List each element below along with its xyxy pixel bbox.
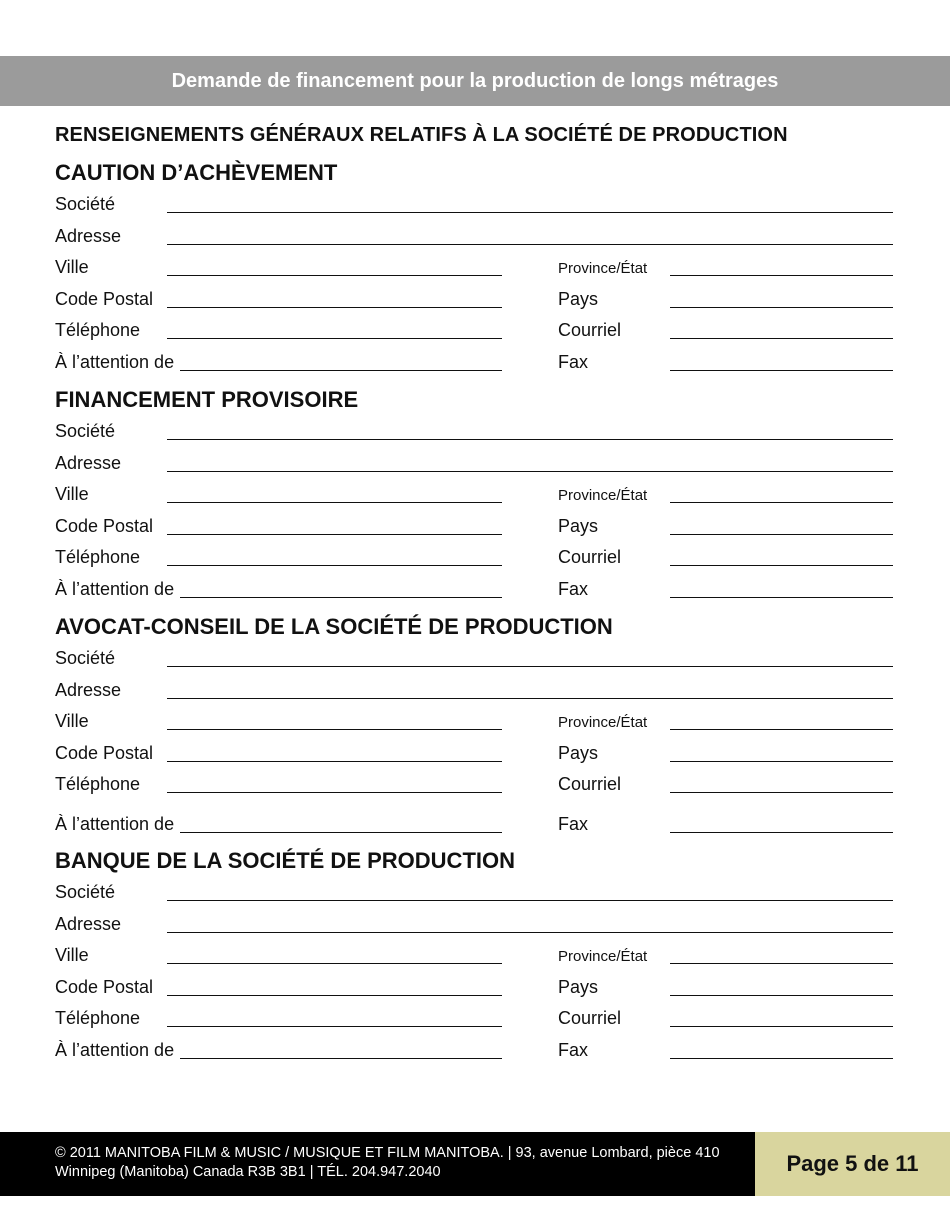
field-label: Société [55, 882, 116, 902]
field-label: Courriel [558, 774, 622, 794]
field-label: Province/État [558, 260, 648, 277]
societe-field[interactable] [167, 212, 893, 213]
field-label: Téléphone [55, 320, 141, 340]
field-label: Pays [558, 977, 599, 997]
field-label: Fax [558, 814, 589, 834]
field-label: À l’attention de [55, 1040, 175, 1060]
field-label: Ville [55, 484, 89, 504]
province-field[interactable] [670, 963, 893, 964]
field-label: Ville [55, 257, 89, 277]
code-postal-field[interactable] [167, 307, 502, 308]
societe-field[interactable] [167, 439, 893, 440]
field-label: Code Postal [55, 977, 154, 997]
adresse-field[interactable] [167, 471, 893, 472]
section-title: AVOCAT-CONSEIL DE LA SOCIÉTÉ DE PRODUCTION [55, 614, 613, 639]
pays-field[interactable] [670, 307, 893, 308]
field-label: À l’attention de [55, 814, 175, 834]
field-label: Adresse [55, 914, 122, 934]
field-label: Fax [558, 352, 589, 372]
field-label: Courriel [558, 1008, 622, 1028]
province-field[interactable] [670, 502, 893, 503]
footer-copyright: © 2011 MANITOBA FILM & MUSIC / MUSIQUE ET FILM MANITOBA. | 93, avenue Lombard, pièce 410 Winnipeg (Manitoba) Canada R3B 3B1 | TÉL. 204.947.2040 [55, 1145, 720, 1180]
section-title: FINANCEMENT PROVISOIRE [55, 387, 359, 412]
adresse-field[interactable] [167, 698, 893, 699]
pays-field[interactable] [670, 995, 893, 996]
code-postal-field[interactable] [167, 534, 502, 535]
field-label: Code Postal [55, 743, 154, 763]
telephone-field[interactable] [167, 1026, 502, 1027]
attention-field[interactable] [180, 370, 502, 371]
adresse-field[interactable] [167, 244, 893, 245]
field-label: À l’attention de [55, 352, 175, 372]
field-label: Fax [558, 579, 589, 599]
pays-field[interactable] [670, 534, 893, 535]
field-label: Province/État [558, 714, 648, 731]
field-label: Courriel [558, 547, 622, 567]
ville-field[interactable] [167, 729, 502, 730]
field-label: Courriel [558, 320, 622, 340]
field-label: Adresse [55, 226, 122, 246]
fax-field[interactable] [670, 832, 893, 833]
document-title: Demande de financement pour la production de longs métrages [171, 69, 779, 92]
field-label: Téléphone [55, 774, 141, 794]
field-label: Code Postal [55, 516, 154, 536]
field-label: Société [55, 194, 116, 214]
courriel-field[interactable] [670, 792, 893, 793]
field-label: Fax [558, 1040, 589, 1060]
field-label: Téléphone [55, 1008, 141, 1028]
attention-field[interactable] [180, 597, 502, 598]
field-label: Téléphone [55, 547, 141, 567]
section-title: CAUTION D’ACHÈVEMENT [55, 160, 338, 185]
courriel-field[interactable] [670, 565, 893, 566]
attention-field[interactable] [180, 832, 502, 833]
section-title: BANQUE DE LA SOCIÉTÉ DE PRODUCTION [55, 848, 515, 873]
societe-field[interactable] [167, 666, 893, 667]
field-label: Adresse [55, 453, 122, 473]
field-label: Ville [55, 711, 89, 731]
courriel-field[interactable] [670, 338, 893, 339]
societe-field[interactable] [167, 900, 893, 901]
field-label: Adresse [55, 680, 122, 700]
field-label: Société [55, 421, 116, 441]
pays-field[interactable] [670, 761, 893, 762]
attention-field[interactable] [180, 1058, 502, 1059]
code-postal-field[interactable] [167, 995, 502, 996]
footer-bar [0, 1132, 755, 1196]
province-field[interactable] [670, 275, 893, 276]
field-label: Société [55, 648, 116, 668]
ville-field[interactable] [167, 502, 502, 503]
fax-field[interactable] [670, 370, 893, 371]
field-label: Ville [55, 945, 89, 965]
field-label: Pays [558, 743, 599, 763]
courriel-field[interactable] [670, 1026, 893, 1027]
fax-field[interactable] [670, 1058, 893, 1059]
document-header [0, 56, 950, 106]
code-postal-field[interactable] [167, 761, 502, 762]
province-field[interactable] [670, 729, 893, 730]
field-label: Province/État [558, 487, 648, 504]
page-number: Page 5 de 11 [755, 1132, 950, 1196]
ville-field[interactable] [167, 275, 502, 276]
telephone-field[interactable] [167, 792, 502, 793]
field-label: Province/État [558, 948, 648, 965]
telephone-field[interactable] [167, 565, 502, 566]
field-label: Pays [558, 289, 599, 309]
ville-field[interactable] [167, 963, 502, 964]
telephone-field[interactable] [167, 338, 502, 339]
field-label: Pays [558, 516, 599, 536]
field-label: À l’attention de [55, 579, 175, 599]
field-label: Code Postal [55, 289, 154, 309]
main-heading: RENSEIGNEMENTS GÉNÉRAUX RELATIFS À LA SOCIÉTÉ DE PRODUCTION [55, 124, 788, 146]
fax-field[interactable] [670, 597, 893, 598]
adresse-field[interactable] [167, 932, 893, 933]
